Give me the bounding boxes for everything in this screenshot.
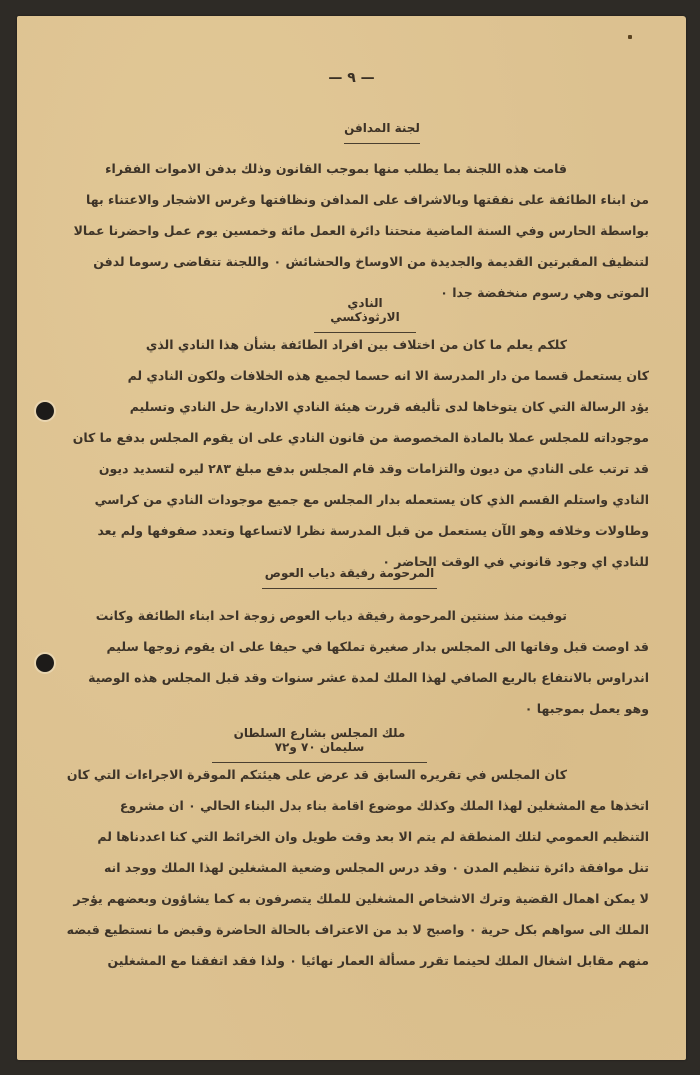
paper-speck (628, 35, 632, 39)
paragraph-line: توفيت منذ سنتين المرحومة رفيقة دياب العوص زوجة احد ابناء الطائفة وكانت (95, 608, 567, 623)
section-heading-rafiqa-bequest (262, 566, 437, 589)
paragraph-line: التنظيم العمومي لتلك المنطقة لم يتم الا بعد وقت طويل وان الخرائط التي كنا اعددناها لم (97, 829, 649, 844)
paragraph-line: لتنظيف المقبرتين القديمة والجديدة من الاوساخ والحشائش ٠ واللجنة تتقاضى رسوما لدفن (93, 254, 649, 269)
heading-text: لجنة المدافن (344, 121, 420, 135)
paragraph-line: قد اوصت قبل وفاتها الى المجلس بدار صغيرة تملكها في حيفا على ان يقوم زوجها سليم (106, 639, 649, 654)
paragraph-line: للنادي اي وجود قانوني في الوقت الحاضر ٠ (382, 554, 649, 569)
page-number: — ٩ — (328, 70, 375, 86)
paragraph-line: وهو يعمل بموجبها ٠ (524, 701, 649, 716)
document-page (17, 16, 686, 1060)
paragraph-line: بواسطة الحارس وفي السنة الماضية منحتنا دائرة العمل مائة وخمسين يوم عمل واحضرنا عمالا (73, 223, 649, 238)
paragraph-line: النادي واستلم القسم الذي كان يستعمله بدار المجلس مع جميع موجودات النادي من كراسي (94, 492, 649, 507)
paragraph-line: وطاولات وخلافه وهو الآن يستعمل من قبل المدرسة نظرا لاتساعها وتعدد صفوفها ولم يعد (97, 523, 649, 538)
section-heading-cemeteries (344, 121, 420, 144)
paragraph-line: كان يستعمل قسما من دار المدرسة الا انه حسما لجميع هذه الخلافات ولكون النادي لم (127, 368, 649, 383)
paragraph-line: كان المجلس في تقريره السابق قد عرض على هيئتكم الموقرة الاجراءات التي كان (66, 767, 567, 782)
heading-text: النادي الارثوذكسي (330, 296, 400, 324)
paragraph-line: الملك الى سواهم بكل حرية ٠ واصبح لا بد من الاعتراف بالحالة الحاضرة وقبض ما نستطيع قبضه (66, 922, 649, 937)
section-body-suleiman-street-property (59, 759, 649, 976)
paragraph-line: اندراوس بالانتفاع بالريع الصافي لهذا الملك لمدة عشر سنوات وقد قبل المجلس هذه الوصية (88, 670, 649, 685)
heading-underline (344, 143, 420, 144)
punch-hole-top (36, 402, 54, 420)
section-heading-orthodox-club (314, 296, 416, 333)
heading-underline (262, 588, 437, 589)
paragraph-line: قامت هذه اللجنة بما يطلب منها بموجب القانون وذلك بدفن الاموات الفقراء (105, 161, 567, 176)
paragraph-line: يؤد الرسالة التي كان يتوخاها لدى تأليفه قررت هيئة النادي الادارية حل النادي وتسليم (129, 399, 649, 414)
section-body-rafiqa-bequest (69, 600, 649, 724)
section-body-orthodox-club (69, 329, 649, 577)
paragraph-line: تنل موافقة دائرة تنظيم المدن ٠ وقد درس المجلس وضعية المشغلين لهذا الملك ووجد انه (103, 860, 649, 875)
section-body-cemeteries (69, 153, 649, 308)
punch-hole-bottom (36, 654, 54, 672)
paragraph-line: لا يمكن اهمال القضية وترك الاشخاص المشغلين للملك يتصرفون به كما يشاؤون وبعضهم يؤجر (73, 891, 649, 906)
paragraph-line: الموتى وهي رسوم منخفضة جدا ٠ (440, 285, 649, 300)
paragraph-line: موجوداته للمجلس عملا بالمادة المخصوصة من قانون النادي على ان يقوم المجلس بدفع ما كان (72, 430, 649, 445)
paragraph-line: منهم مقابل اشغال الملك لحينما تقرر مسألة العمار نهائيا ٠ ولذا فقد اتفقنا مع المشغلين (107, 953, 649, 968)
paragraph-line: كلكم يعلم ما كان من اختلاف بين افراد الطائفة بشأن هذا النادي الذي (145, 337, 567, 352)
heading-text: المرحومة رفيقة دياب العوص (264, 566, 435, 580)
paragraph-line: من ابناء الطائفة على نفقتها وبالاشراف على المدافن ونظافتها وغرس الاشجار والاعتناء بها (86, 192, 649, 207)
section-heading-suleiman-street-property (212, 726, 427, 763)
paragraph-line: قد ترتب على النادي من ديون والتزامات وقد قام المجلس بدفع مبلغ ٢٨٣ ليره لتسديد ديون (98, 461, 649, 476)
paragraph-line: اتخذها مع المشغلين لهذا الملك وكذلك موضوع اقامة بناء بدل البناء الحالي ٠ ان مشروع (119, 798, 649, 813)
heading-text: ملك المجلس بشارع السلطان سليمان ٧٠ و٧٢ (233, 726, 406, 754)
